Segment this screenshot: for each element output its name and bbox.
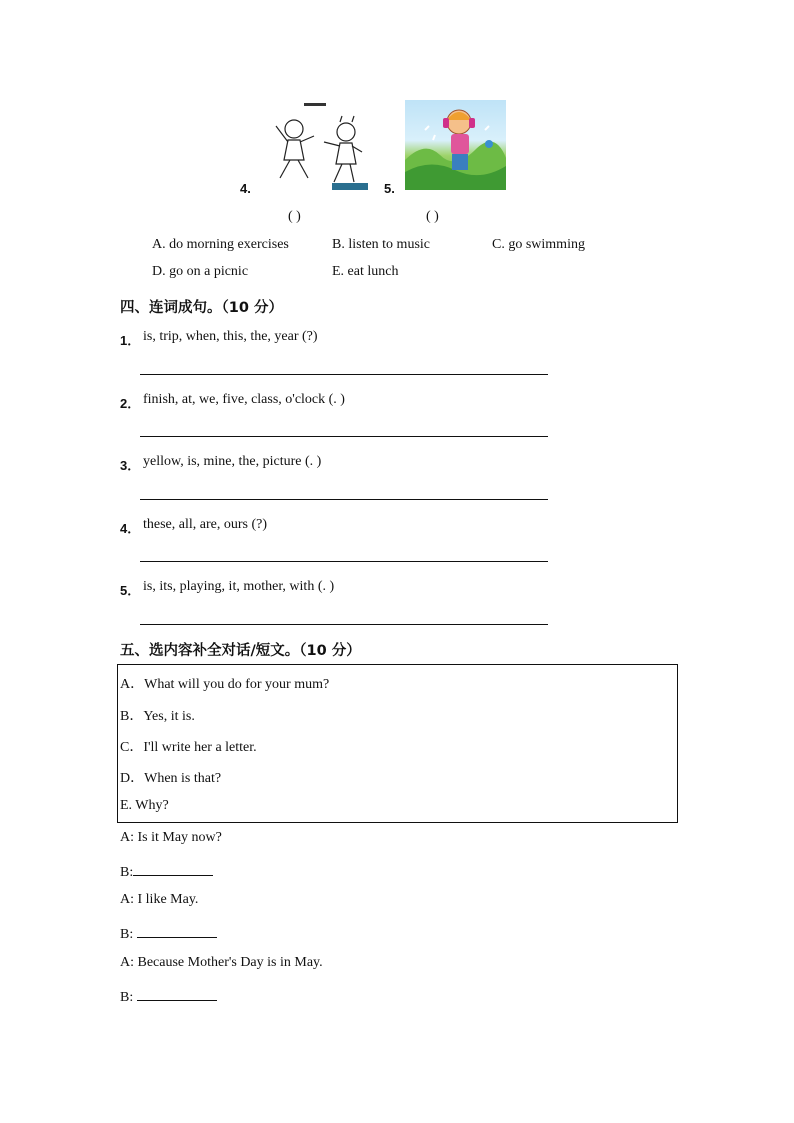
option-a: A. do morning exercises	[152, 237, 289, 252]
section-5-heading: 五、选内容补全对话/短文。（10 分）	[120, 643, 361, 659]
picture-4-kids-exercising	[258, 102, 372, 192]
s4-item-5-number: 5．	[120, 583, 141, 598]
s4-item-4-words: these, all, are, ours (?)	[143, 517, 267, 532]
dialogue-line-5	[120, 955, 323, 971]
s4-item-2-answer-line[interactable]	[140, 436, 548, 437]
s4-item-5-words: is, its, playing, it, mother, with (. )	[143, 579, 335, 594]
s4-item-4-number: 4．	[120, 521, 141, 536]
choice-a: A．What will you do for your mum?	[120, 677, 330, 692]
answer-blank[interactable]	[137, 986, 217, 1001]
section-4-heading: 四、连词成句。（10 分）	[120, 300, 283, 316]
speaker: A:	[120, 892, 134, 907]
choice-e: E. Why?	[120, 798, 169, 813]
choice-b: B．Yes, it is.	[120, 709, 195, 724]
speaker: B:	[120, 865, 134, 880]
picture-5-number: 5.	[384, 181, 395, 196]
answer-blank[interactable]	[133, 861, 213, 876]
speaker: A:	[120, 830, 134, 845]
choice-c: C．I'll write her a letter.	[120, 740, 257, 755]
speaker: A:	[120, 955, 134, 970]
picture-4-number: 4.	[240, 181, 251, 196]
s4-item-2-number: 2．	[120, 396, 141, 411]
s4-item-3-number: 3．	[120, 458, 141, 473]
option-e: E. eat lunch	[332, 264, 399, 279]
dialogue-line-4	[120, 923, 217, 943]
option-c: C. go swimming	[492, 237, 585, 252]
dialogue-line-6	[120, 986, 217, 1006]
choice-d: D．When is that?	[120, 771, 222, 786]
picture-5-answer-paren[interactable]: ( )	[426, 209, 439, 224]
s4-item-4-answer-line[interactable]	[140, 561, 548, 562]
answer-blank[interactable]	[137, 923, 217, 938]
utterance: Is it May now?	[137, 830, 222, 845]
utterance: Because Mother's Day is in May.	[137, 955, 323, 970]
s4-item-2-words: finish, at, we, five, class, o'clock (. )	[143, 392, 345, 407]
s4-item-3-words: yellow, is, mine, the, picture (. )	[143, 454, 322, 469]
s4-item-3-answer-line[interactable]	[140, 499, 548, 500]
s4-item-5-answer-line[interactable]	[140, 624, 548, 625]
dialogue-line-1	[120, 830, 222, 846]
speaker: B:	[120, 990, 134, 1005]
s4-item-1-words: is, trip, when, this, the, year (?)	[143, 329, 318, 344]
picture-4-answer-paren[interactable]: ( )	[288, 209, 301, 224]
option-b: B. listen to music	[332, 237, 430, 252]
dialogue-line-3	[120, 892, 198, 908]
s4-item-1-number: 1．	[120, 333, 141, 348]
utterance: I like May.	[137, 892, 199, 907]
dialogue-line-2	[120, 861, 213, 881]
speaker: B:	[120, 927, 134, 942]
picture-5-girl-listening-music	[405, 100, 506, 190]
option-d: D. go on a picnic	[152, 264, 249, 279]
s4-item-1-answer-line[interactable]	[140, 374, 548, 375]
